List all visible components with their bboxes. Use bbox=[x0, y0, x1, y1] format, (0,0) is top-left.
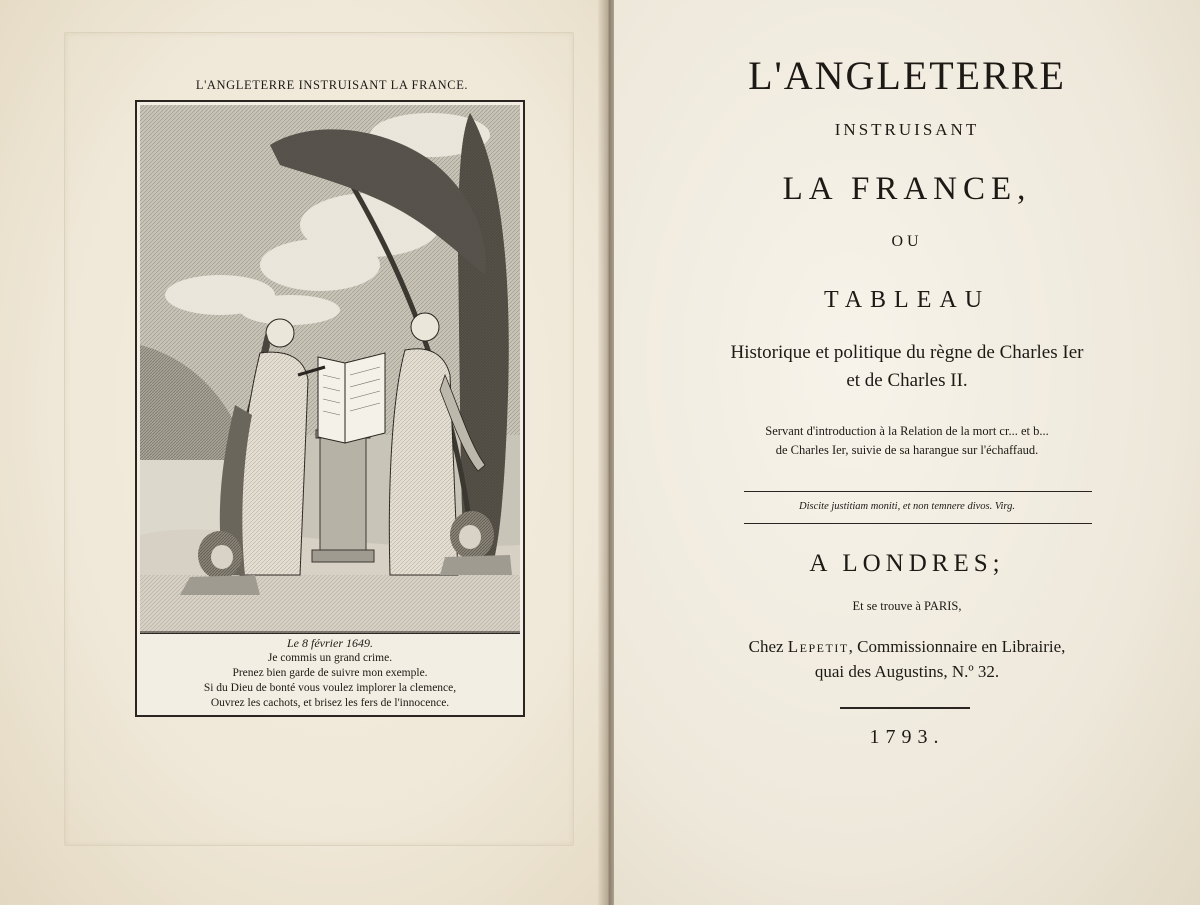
engraving-frame bbox=[135, 100, 525, 717]
title-ou: OU bbox=[891, 233, 923, 250]
right-page bbox=[614, 0, 1200, 905]
description-line-2: de Charles Ier, suivie de sa harangue sur l'échaffaud. bbox=[775, 443, 1039, 457]
subtitle-line-1: Historique et politique du règne de Charles Ier bbox=[730, 342, 1084, 363]
divider-rule bbox=[744, 491, 1092, 492]
title-tableau: TABLEAU bbox=[823, 287, 991, 313]
publisher-name: Lepetit bbox=[787, 637, 849, 656]
motto: Discite justitiam moniti, et non temnere divos. Virg. bbox=[799, 501, 1015, 512]
imprint-paris: Et se trouve à PARIS, bbox=[852, 599, 962, 613]
title-main: L'ANGLETERRE bbox=[748, 53, 1066, 98]
description-line-1: Servant d'introduction à la Relation de la mort cr... et b... bbox=[765, 424, 1049, 438]
verse-line: Prenez bien garde de suivre mon exemple. bbox=[232, 667, 428, 679]
divider-rule bbox=[744, 523, 1092, 524]
publisher-prefix: Chez bbox=[748, 637, 788, 656]
imprint-publisher bbox=[614, 637, 1200, 657]
inscription-date: Le 8 février 1649. bbox=[287, 636, 373, 650]
verse-line: Si du Dieu de bonté vous voulez implorer la clemence, bbox=[203, 682, 457, 694]
publisher-rest: , Commissionnaire en Librairie, bbox=[848, 637, 1066, 656]
plate-caption: L'ANGLETERRE INSTRUISANT LA FRANCE. bbox=[195, 78, 469, 92]
verse-line: Je commis un grand crime. bbox=[267, 652, 393, 664]
title-france: LA FRANCE, bbox=[782, 171, 1032, 207]
divider-rule bbox=[840, 707, 970, 709]
title-instruisant: INSTRUISANT bbox=[834, 120, 980, 139]
imprint-year: 1793. bbox=[869, 726, 945, 748]
imprint-place: A LONDRES; bbox=[809, 550, 1005, 577]
imprint-address: quai des Augustins, N.º 32. bbox=[814, 662, 1000, 681]
engraving-verse bbox=[140, 633, 520, 713]
subtitle-line-2: et de Charles II. bbox=[846, 370, 968, 391]
verse-line: Ouvrez les cachots, et brisez les fers de l'innocence. bbox=[210, 697, 450, 709]
engraving-illustration bbox=[140, 105, 520, 633]
